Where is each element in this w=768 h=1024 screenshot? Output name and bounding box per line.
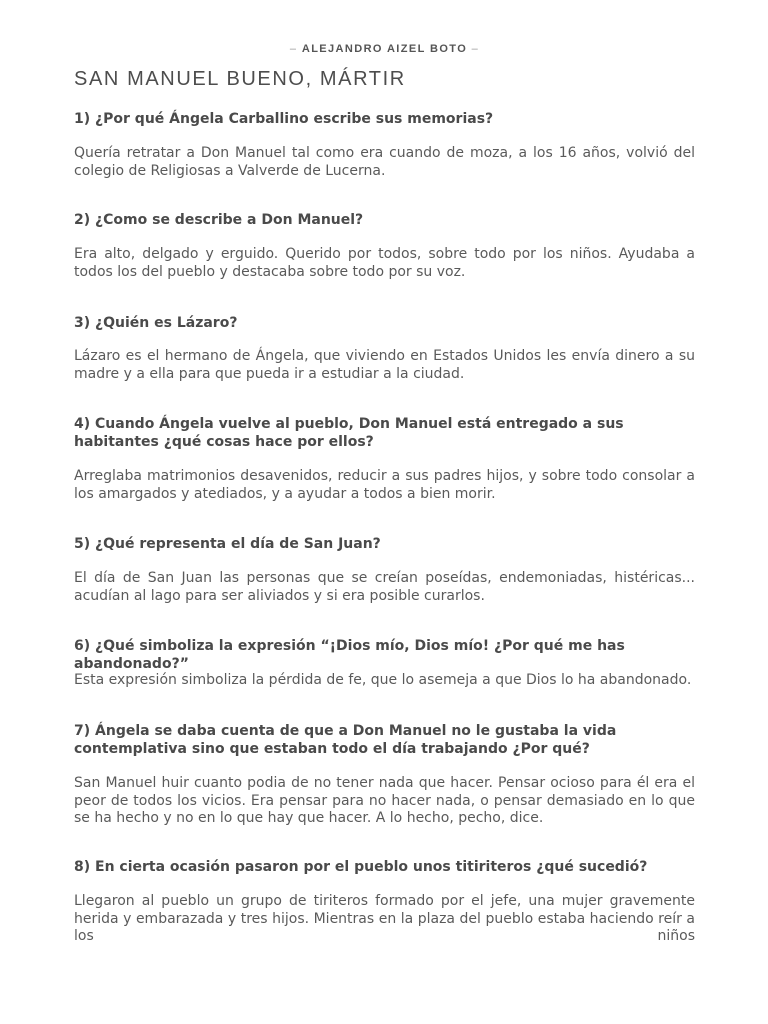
answer-5: El día de San Juan las personas que se creían poseídas, endemoniadas, histéricas... acudían al lago para ser aliviados y si era posible curarlos.	[74, 570, 695, 604]
question-4: 4) Cuando Ángela vuelve al pueblo, Don Manuel está entregado a sus habitantes ¿qué cosas hace por ellos?	[74, 416, 624, 450]
answer-8: Llegaron al pueblo un grupo de tiriteros formado por el jefe, una mujer gravemente herida y embarazada y tres hijos. Mientras en la plaza del pueblo estaba haciendo reír a los niños	[74, 893, 695, 944]
question-3: 3) ¿Quién es Lázaro?	[74, 315, 238, 331]
question-6: 6) ¿Qué simboliza la expresión “¡Dios mío, Dios mío! ¿Por qué me has abandonado?”	[74, 638, 625, 672]
dash-right: –	[467, 43, 480, 55]
question-2: 2) ¿Como se describe a Don Manuel?	[74, 212, 364, 228]
question-8: 8) En cierta ocasión pasaron por el pueblo unos titiriteros ¿qué sucedió?	[74, 859, 648, 875]
answer-1: Quería retratar a Don Manuel tal como era cuando de moza, a los 16 años, volvió del colegio de Religiosas a Valverde de Lucerna.	[74, 145, 695, 179]
dash-left: –	[289, 43, 302, 55]
answer-3: Lázaro es el hermano de Ángela, que viviendo en Estados Unidos les envía dinero a su madre y a ella para que pueda ir a estudiar a la ciudad.	[74, 348, 695, 382]
document-title: SAN MANUEL BUENO, MÁRTIR	[74, 68, 406, 90]
answer-6: Esta expresión simboliza la pérdida de fe, que lo asemeja a que Dios lo ha abandonado.	[74, 672, 692, 688]
question-7: 7) Ángela se daba cuenta de que a Don Manuel no le gustaba la vida contemplativa sino que estaban todo el día trabajando ¿Por qué?	[74, 723, 617, 757]
answer-2: Era alto, delgado y erguido. Querido por todos, sobre todo por los niños. Ayudaba a todos los del pueblo y destacaba sobre todo por su voz.	[74, 246, 695, 280]
author-name: ALEJANDRO AIZEL BOTO	[301, 43, 468, 55]
answer-4: Arreglaba matrimonios desavenidos, reducir a sus padres hijos, y sobre todo consolar a los amargados y atediados, y a ayudar a todos a bien morir.	[74, 468, 695, 502]
answer-7: San Manuel huir cuanto podia de no tener nada que hacer. Pensar ocioso para él era el peor de todos los vicios. Era pensar para no hacer nada, o pensar demasiado en lo que se ha hecho y no en lo que hay que hacer. A lo hecho, pecho, dice.	[74, 775, 695, 826]
question-5: 5) ¿Qué representa el día de San Juan?	[74, 536, 381, 552]
author-header	[74, 43, 695, 55]
question-1: 1) ¿Por qué Ángela Carballino escribe sus memorias?	[74, 111, 494, 127]
